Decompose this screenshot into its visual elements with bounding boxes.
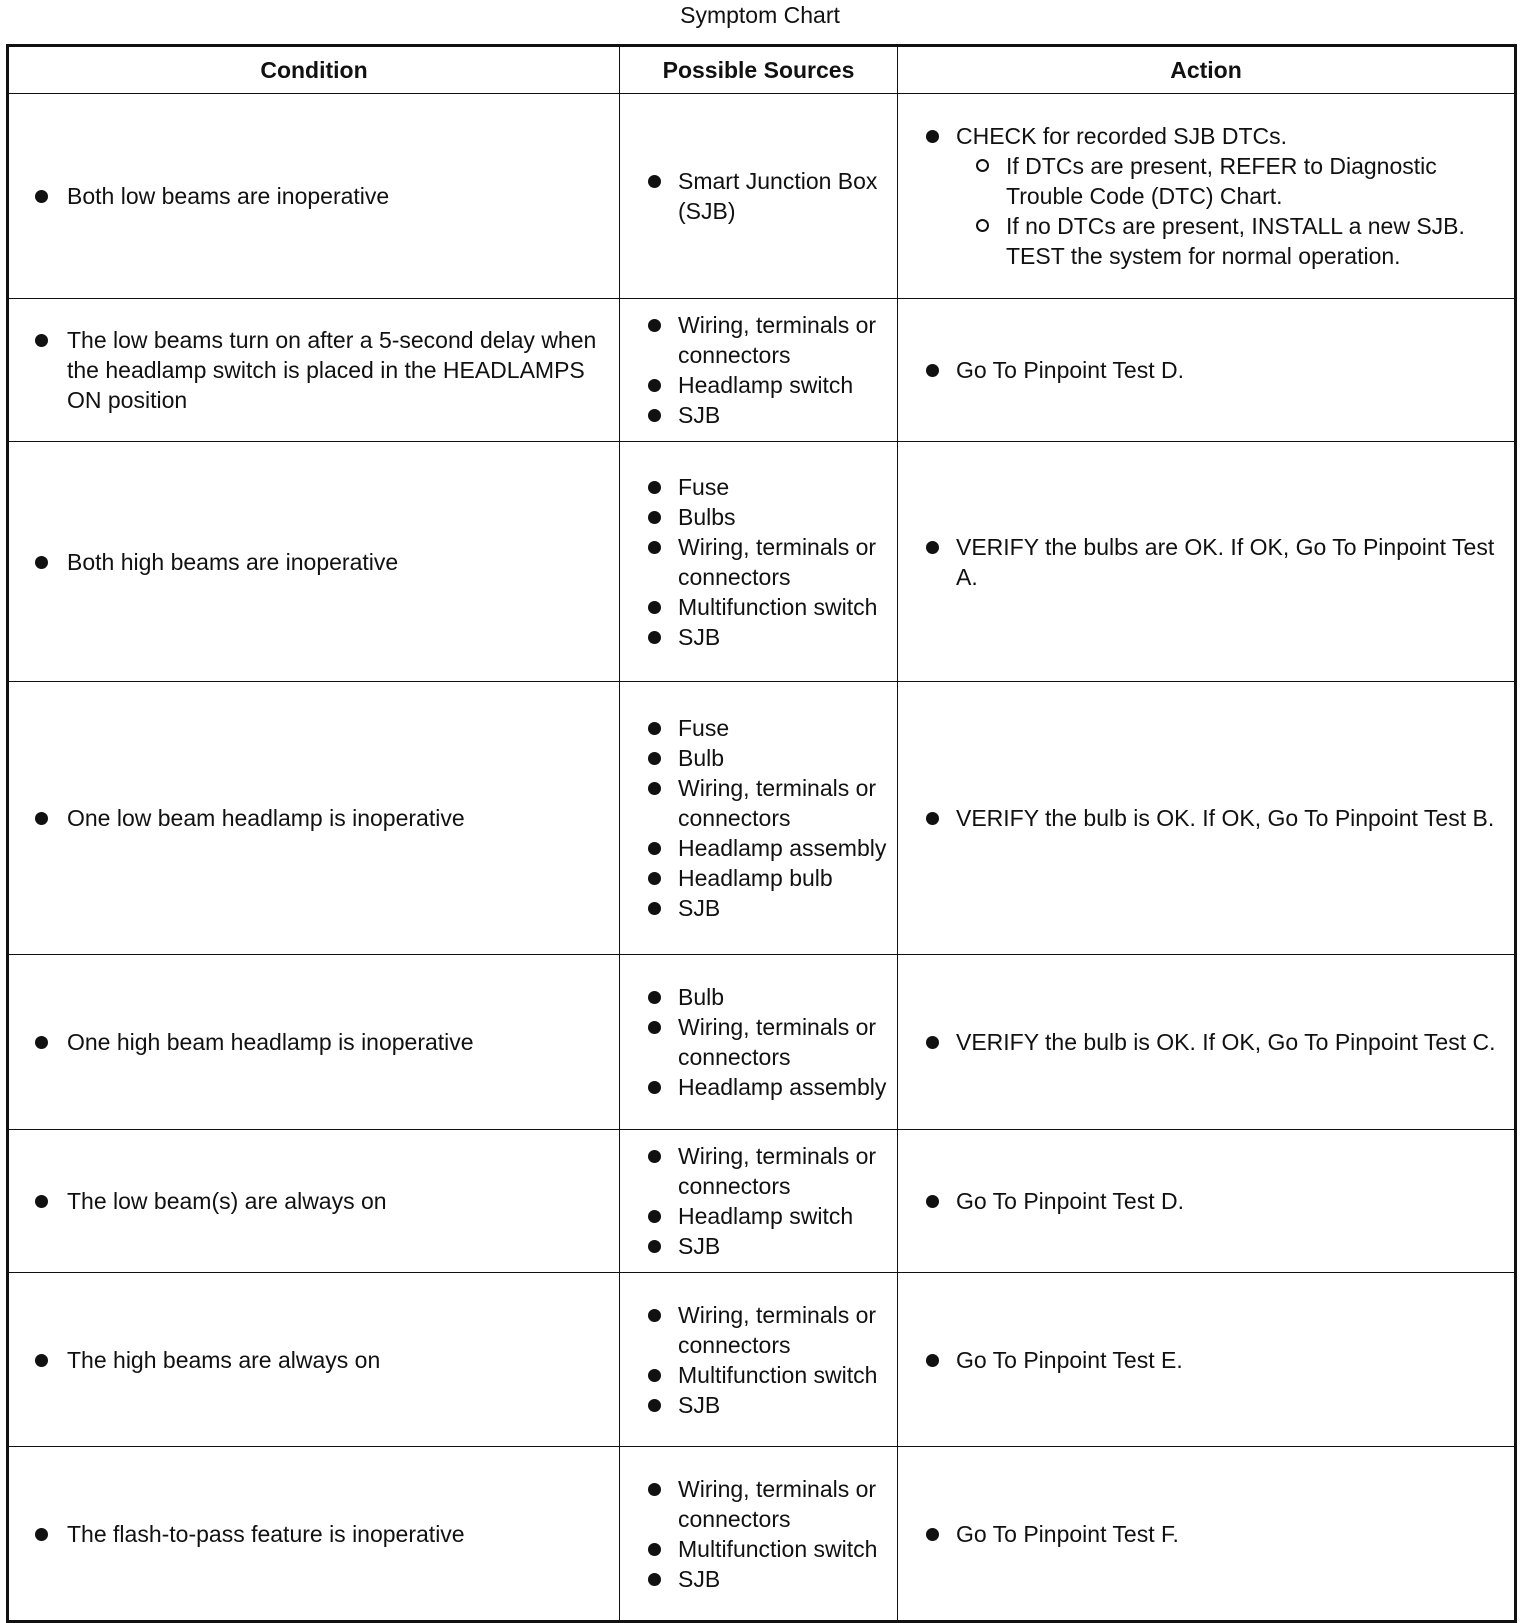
condition-cell (8, 1130, 620, 1273)
action-list (898, 121, 1514, 271)
action-item (956, 532, 1500, 592)
source-item: Fuse (678, 713, 887, 743)
possible-sources-cell (620, 1273, 898, 1447)
header-condition: Condition (8, 46, 620, 94)
source-item: Bulb (678, 982, 887, 1012)
action-item (956, 1345, 1500, 1375)
action-list (898, 532, 1514, 592)
source-item: Wiring, terminals or connectors (678, 1141, 887, 1201)
symptom-chart-table (6, 44, 1517, 1623)
condition-list (9, 547, 619, 577)
source-item: Headlamp switch (678, 370, 887, 400)
action-item (956, 1519, 1500, 1549)
source-item: Bulbs (678, 502, 887, 532)
condition-list (9, 1519, 619, 1549)
source-item: Wiring, terminals or connectors (678, 310, 887, 370)
action-list (898, 1345, 1514, 1375)
sources-list (620, 1474, 897, 1594)
source-item: Multifunction switch (678, 592, 887, 622)
action-item (956, 1027, 1500, 1057)
sources-list (620, 166, 897, 226)
condition-list (9, 1186, 619, 1216)
table-row (8, 94, 1516, 299)
action-item (956, 355, 1500, 385)
condition-text: The high beams are always on (67, 1345, 597, 1375)
condition-list (9, 325, 619, 415)
condition-list (9, 1345, 619, 1375)
action-item (956, 121, 1500, 271)
possible-sources-cell (620, 682, 898, 955)
source-item: SJB (678, 622, 887, 652)
action-text: Go To Pinpoint Test D. (956, 357, 1185, 383)
possible-sources-cell (620, 1130, 898, 1273)
action-list (898, 355, 1514, 385)
action-sub-item: If no DTCs are present, INSTALL a new SJB. TEST the system for normal operation. (1006, 211, 1500, 271)
source-item: Headlamp assembly (678, 835, 887, 861)
action-sub-list (956, 151, 1500, 271)
action-cell (898, 94, 1516, 299)
table-row (8, 955, 1516, 1130)
possible-sources-cell (620, 299, 898, 442)
source-item: Wiring, terminals or connectors (678, 1300, 887, 1360)
source-item: SJB (678, 1564, 887, 1594)
table-row (8, 442, 1516, 682)
sources-list (620, 472, 897, 652)
table-row (8, 1130, 1516, 1273)
source-item: Multifunction switch (678, 1360, 887, 1390)
condition-cell (8, 1273, 620, 1447)
source-item: Fuse (678, 472, 887, 502)
header-action: Action (898, 46, 1516, 94)
condition-cell (8, 299, 620, 442)
condition-text: One low beam headlamp is inoperative (67, 803, 597, 833)
source-item: Wiring, terminals or connectors (678, 532, 887, 592)
action-item (956, 1186, 1500, 1216)
condition-cell (8, 442, 620, 682)
action-list (898, 1027, 1514, 1057)
action-item (956, 803, 1500, 833)
action-cell (898, 442, 1516, 682)
action-list (898, 803, 1514, 833)
source-item: SJB (678, 400, 887, 430)
action-text: CHECK for recorded SJB DTCs. (956, 123, 1288, 149)
condition-cell (8, 1447, 620, 1622)
condition-text: Both low beams are inoperative (67, 181, 597, 211)
action-text: VERIFY the bulbs are OK. If OK, Go To Pinpoint Test A. (956, 533, 1495, 590)
source-item: Headlamp switch (678, 1201, 887, 1231)
sources-list (620, 1141, 897, 1261)
source-item: SJB (678, 1231, 887, 1261)
header-possible-sources: Possible Sources (620, 46, 898, 94)
table-body (8, 94, 1516, 1622)
sources-list (620, 982, 897, 1102)
condition-list (9, 803, 619, 833)
condition-cell (8, 955, 620, 1130)
action-text: Go To Pinpoint Test F. (956, 1520, 1179, 1547)
condition-text: The flash-to-pass feature is inoperative (67, 1519, 597, 1549)
source-item: Bulb (678, 743, 887, 773)
table-row (8, 299, 1516, 442)
possible-sources-cell (620, 955, 898, 1130)
condition-text: Both high beams are inoperative (67, 547, 597, 577)
condition-cell (8, 94, 620, 299)
action-cell (898, 682, 1516, 955)
source-item: Multifunction switch (678, 1534, 887, 1564)
source-item: Smart Junction Box (SJB) (678, 166, 887, 226)
action-text: Go To Pinpoint Test D. (956, 1188, 1185, 1214)
action-list (898, 1186, 1514, 1216)
source-item: SJB (678, 893, 887, 923)
source-item: Headlamp bulb (678, 863, 887, 893)
possible-sources-cell (620, 1447, 898, 1622)
action-list (898, 1519, 1514, 1549)
action-sub-item: If DTCs are present, REFER to Diagnostic Trouble Code (DTC) Chart. (1006, 151, 1500, 211)
condition-text: The low beams turn on after a 5-second delay when the headlamp switch is placed in the HEADLAMPS ON position (67, 327, 597, 413)
source-item: Wiring, terminals or connectors (678, 1012, 887, 1072)
action-cell (898, 955, 1516, 1130)
possible-sources-cell (620, 442, 898, 682)
table-row (8, 1273, 1516, 1447)
action-text: VERIFY the bulb is OK. If OK, Go To Pinpoint Test B. (956, 805, 1495, 831)
sources-list (620, 310, 897, 430)
table-row (8, 682, 1516, 955)
sources-list (620, 1300, 897, 1420)
condition-cell (8, 682, 620, 955)
source-item: SJB (678, 1390, 887, 1420)
source-item: Headlamp assembly (678, 1074, 887, 1100)
condition-list (9, 1027, 619, 1057)
action-text: VERIFY the bulb is OK. If OK, Go To Pinpoint Test C. (956, 1029, 1496, 1055)
action-cell (898, 1273, 1516, 1447)
source-item: Wiring, terminals or connectors (678, 1474, 887, 1534)
action-cell (898, 1447, 1516, 1622)
table-row (8, 1447, 1516, 1622)
condition-list (9, 181, 619, 211)
sources-list (620, 713, 897, 923)
possible-sources-cell (620, 94, 898, 299)
action-text: Go To Pinpoint Test E. (956, 1346, 1183, 1373)
source-item: Wiring, terminals or connectors (678, 773, 887, 833)
action-cell (898, 1130, 1516, 1273)
header-row (8, 46, 1516, 94)
condition-text: One high beam headlamp is inoperative (67, 1027, 597, 1057)
chart-title: Symptom Chart (680, 2, 840, 28)
condition-text: The low beam(s) are always on (67, 1186, 597, 1216)
action-cell (898, 299, 1516, 442)
